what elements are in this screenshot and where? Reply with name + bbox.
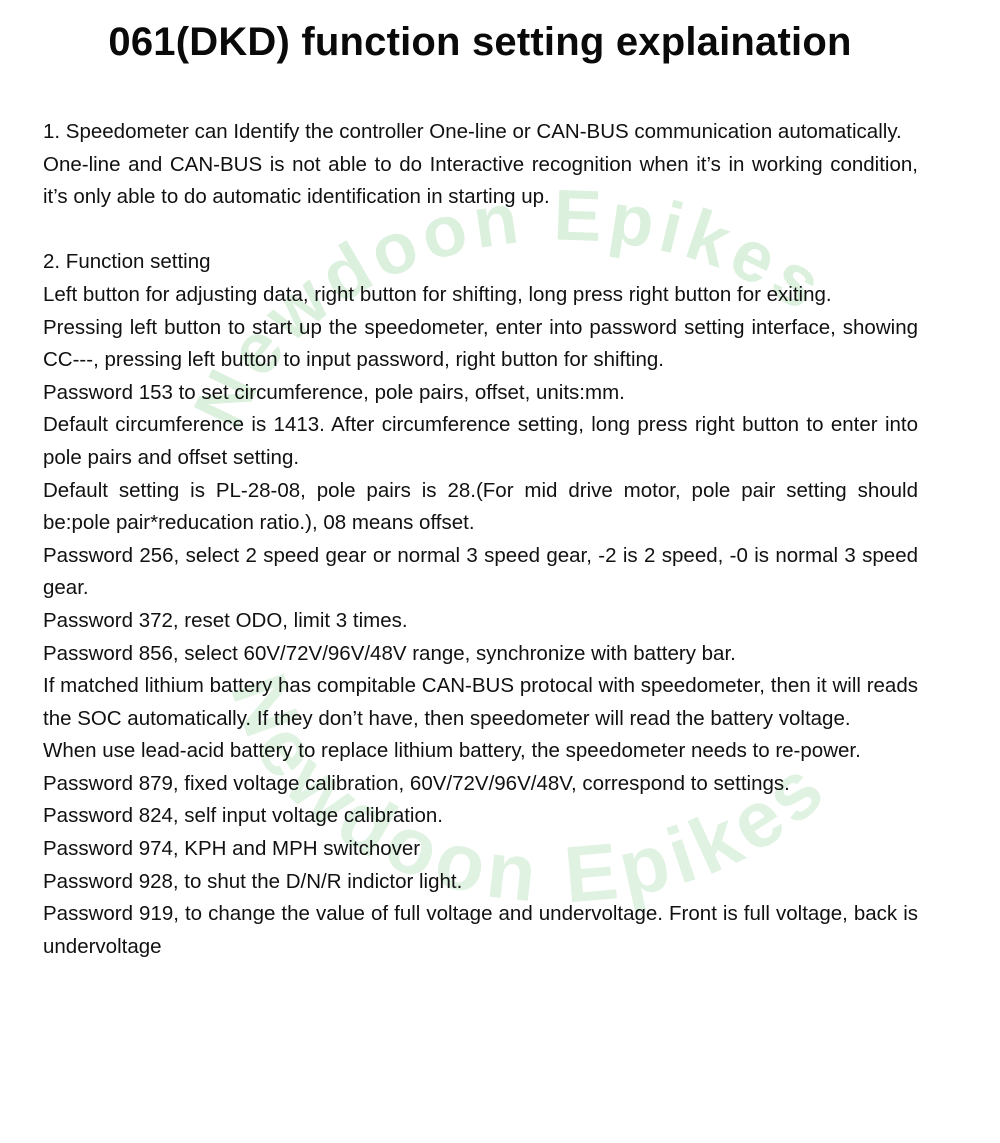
watermark-text-lower: Newdoon Epikes xyxy=(213,662,844,920)
paragraph: Password 256, select 2 speed gear or normal 3 speed gear, -2 is 2 speed, -0 is normal 3 speed gear. xyxy=(43,543,918,600)
paragraph: Password 928, to shut the D/N/R indictor light. xyxy=(43,869,463,893)
paragraph-spacer xyxy=(43,214,918,247)
paragraph: When use lead-acid battery to replace lithium battery, the speedometer needs to re-power. xyxy=(43,739,861,763)
paragraph: Pressing left button to start up the speedometer, enter into password setting interface, showing CC---, pressing left button to input password, right button for shifting. xyxy=(43,315,918,372)
paragraph: 1. Speedometer can Identify the controller One-line or CAN-BUS communication automatically. xyxy=(43,120,902,143)
paragraph: Default circumference is 1413. After circumference setting, long press right button to enter into pole pairs and offset setting. xyxy=(43,413,918,469)
paragraph: Default setting is PL-28-08, pole pairs is 28.(For mid drive motor, pole pair setting should be:pole pair*reducation ratio.), 08 means offset. xyxy=(43,478,918,535)
paragraph: Left button for adjusting data, right button for shifting, long press right button for exiting. xyxy=(43,282,832,306)
paragraph: Password 974, KPH and MPH switchover xyxy=(43,837,421,861)
paragraph: Password 153 to set circumference, pole pairs, offset, units:mm. xyxy=(43,380,625,404)
paragraph: If matched lithium battery has compitable CAN-BUS protocal with speedometer, then it will reads the SOC automatically. If they don’t have, then speedometer will read the battery voltage. xyxy=(43,674,918,730)
paragraph: Password 856, select 60V/72V/96V/48V range, synchronize with battery bar. xyxy=(43,641,736,665)
page-title: 061(DKD) function setting explaination xyxy=(108,20,852,64)
paragraph: Password 824, self input voltage calibration. xyxy=(43,804,443,828)
section-heading: 2. Function setting xyxy=(43,250,211,274)
paragraph: One-line and CAN-BUS is not able to do Interactive recognition when it’s in working condition, it’s only able to do automatic identification in starting up. xyxy=(43,152,918,209)
watermark-text-upper: Newdoon Epikes xyxy=(178,175,841,440)
paragraph: Password 372, reset ODO, limit 3 times. xyxy=(43,608,408,632)
paragraph: Password 879, fixed voltage calibration, 60V/72V/96V/48V, correspond to settings. xyxy=(43,771,790,795)
document-body xyxy=(43,116,918,963)
paragraph: Password 919, to change the value of full voltage and undervoltage. Front is full voltage, back is undervoltage xyxy=(43,902,918,958)
